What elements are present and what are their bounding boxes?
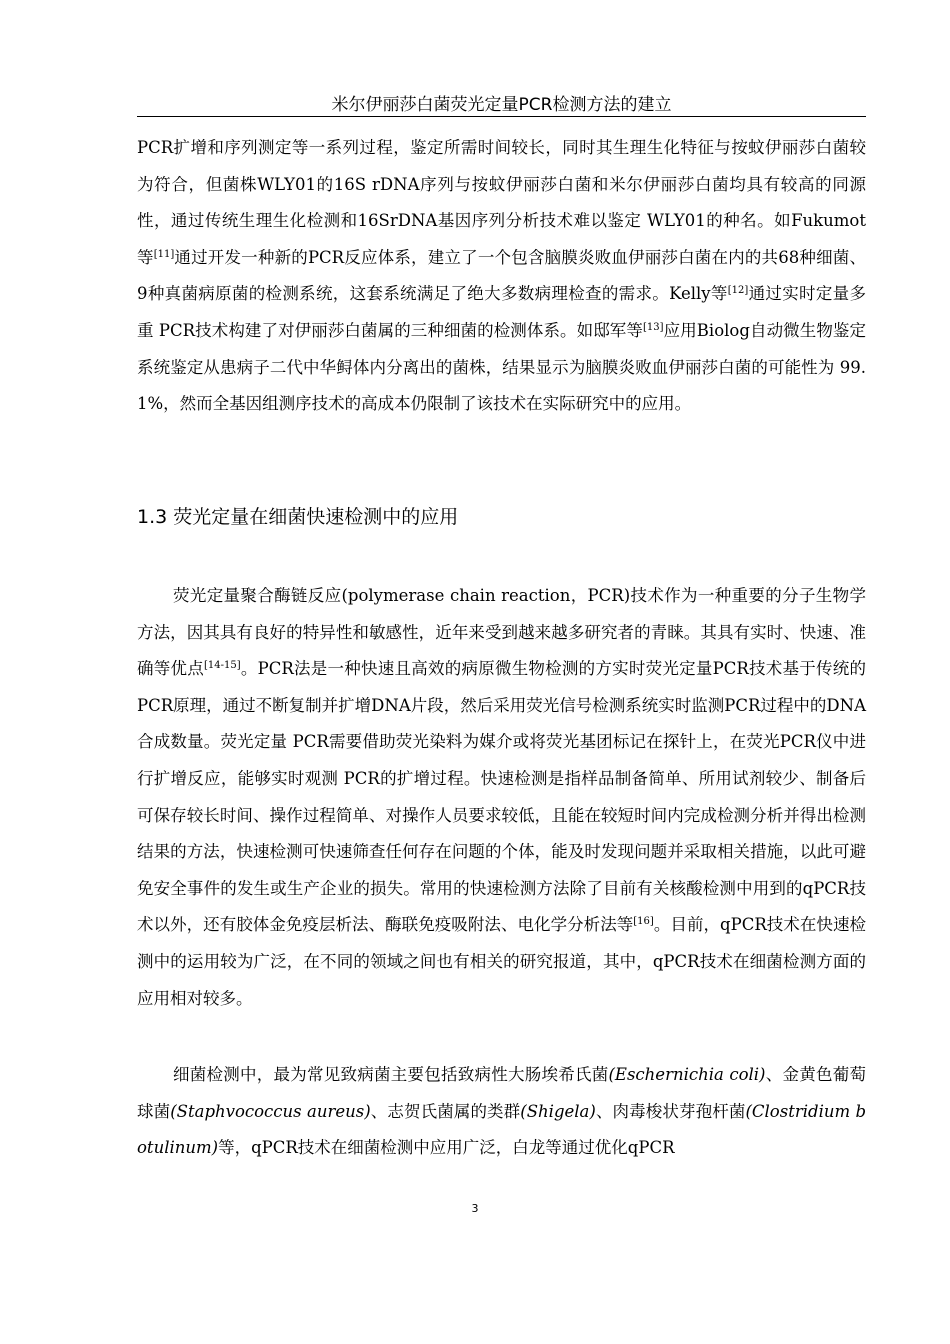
species-c-botulinum: (Clostridium botulinum) [137, 1101, 867, 1158]
page-number: 3 [471, 1202, 479, 1215]
section-heading: 1.3 荧光定量在细菌快速检测中的应用 [137, 506, 459, 528]
p3-text-d: 、肉毒梭状芽孢杆菌 [595, 1101, 746, 1121]
p3-text-a: 细菌检测中，最为常见致病菌主要包括致病性大肠埃希氏菌 [173, 1065, 609, 1084]
citation-16: [16] [633, 916, 654, 928]
p2-text-b: 。PCR法是一种快速且高效的病原微生物检测的方实时荧光定量PCR技术基于传统的PCR原理，通过不断复制并扩增DNA片段，然后采用荧光信号检测系统实时监测PCR过程中的DNA合成数量。荧光定量 PCR需要借助荧光染料为媒介或将荧光基团标记在探针上，在荧光PCR仪中进行扩增反应，能够实时观测 PCR的扩增过程。快速检测是指样品制备简单、所用试剂较少、制备后可保存较长时间、操作过程简单、对操作人员要求较低，且能在较短时间内完成检测分析并得出检测结果的方法，快速检测可快速筛查任何存在问题的个体，能及时发现问题并采取相关措施，以此可避免安全事件的发生或生产企业的损失。常用的快速检测方法除了目前有关核酸检测中用到的qPCR技术以外，还有胶体金免疫层析法、酶联免疫吸附法、电化学分析法等 [137, 659, 866, 935]
paragraph-identification-methods [137, 130, 866, 423]
paragraph-bacteria-detection [137, 1057, 866, 1167]
species-e-coli: (Eschernichia coli) [608, 1065, 766, 1084]
running-header: 米尔伊丽莎白菌荧光定量PCR检测方法的建立 [331, 95, 672, 115]
citation-12: [12] [727, 285, 749, 297]
citation-11: [11] [153, 248, 175, 260]
p1-text-c: 通过实时定量多重 PCR技术构建了对伊丽莎白菌属的三种细菌的检测体系。如邸军等 [137, 284, 866, 340]
p1-text-a: PCR扩增和序列测定等一系列过程，鉴定所需时间较长，同时其生理生化特征与按蚊伊丽莎白菌较为符合，但菌株WLY01的16S rDNA序列与按蚊伊丽莎白菌和米尔伊丽莎白菌均具有较高的同源性，通过传统生理生化检测和16SrDNA基因序列分析技术难以鉴定 WLY01的种名。如Fukumot等 [137, 138, 866, 267]
p1-text-d: 应用Biolog自动微生物鉴定系统鉴定从患病子二代中华鲟体内分离出的菌株，结果显示为脑膜炎败血伊丽莎白菌的可能性为 99.1%，然而全基因组测序技术的高成本仍限制了该技术在实际研究中的应用。 [137, 320, 867, 414]
p2-text-c: 。目前，qPCR技术在快速检测中的运用较为广泛，在不同的领域之间也有相关的研究报道，其中，qPCR技术在细菌检测方面的应用相对较多。 [137, 915, 866, 1008]
header-rule [137, 116, 866, 117]
citation-13: [13] [643, 321, 664, 333]
p2-text-a: 荧光定量聚合酶链反应(polymerase chain reaction，PCR)技术作为一种重要的分子生物学方法，因其具有良好的特异性和敏感性，近年来受到越来越多研究者的青睐。其具有实时、快速、准确等优点 [137, 586, 866, 679]
species-s-aureus: (Staphvococcus aureus) [170, 1101, 371, 1121]
p3-text-e: 等，qPCR技术在细菌检测中应用广泛，白龙等通过优化qPCR [218, 1138, 675, 1158]
p3-text-b: 、金黄色葡萄球菌 [137, 1065, 866, 1121]
p3-text-c: 、志贺氏菌属的类群 [370, 1101, 521, 1121]
species-shigella: (Shigela) [520, 1101, 596, 1121]
citation-14-15: [14-15] [203, 660, 241, 672]
paragraph-qpcr-intro [137, 578, 866, 1017]
p1-text-b: 通过开发一种新的PCR反应体系，建立了一个包含脑膜炎败血伊丽莎白菌在内的共68种细菌、9种真菌病原菌的检测系统，这套系统满足了绝大多数病理检查的需求。Kelly等 [137, 247, 867, 304]
